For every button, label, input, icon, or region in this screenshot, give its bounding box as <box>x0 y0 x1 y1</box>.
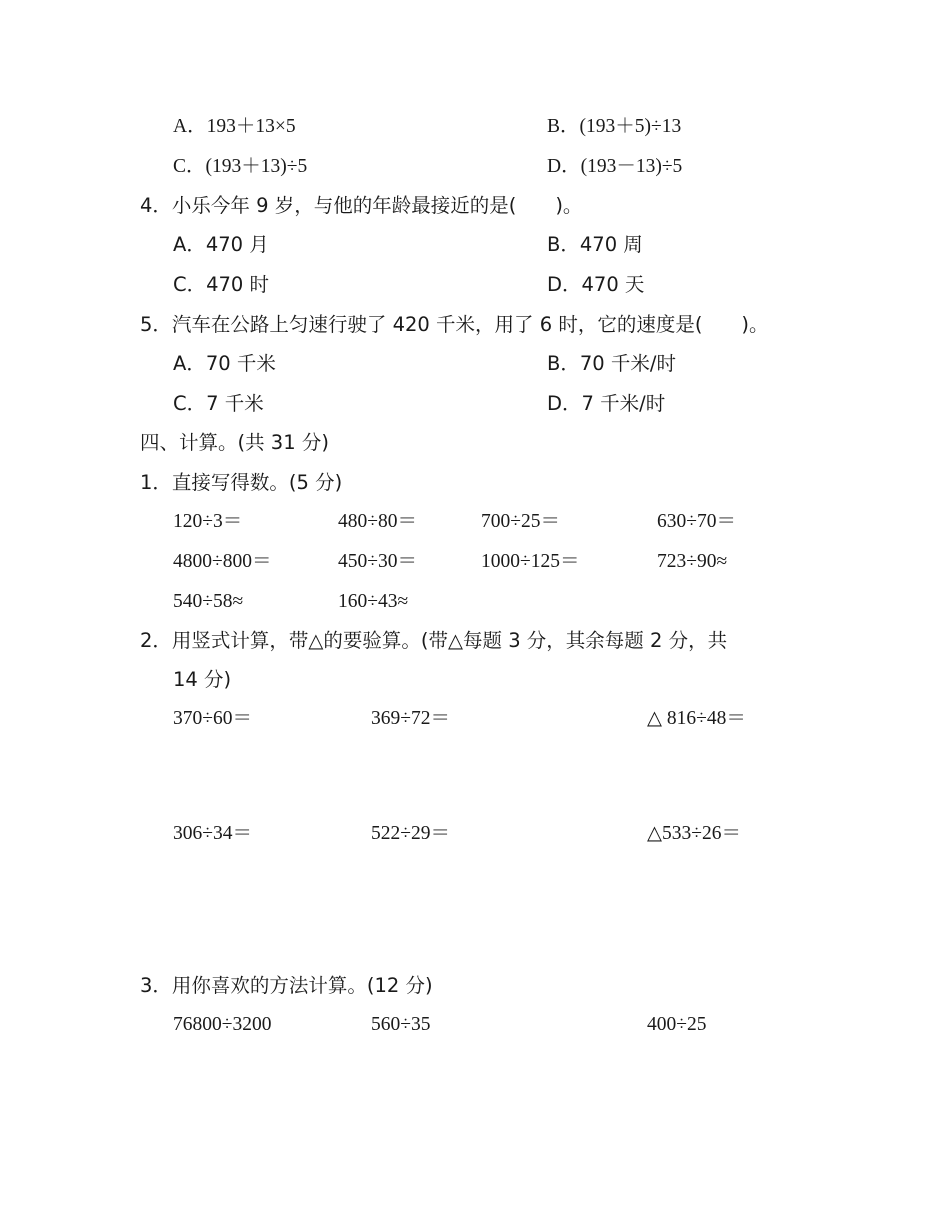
s4-q1-item: 700÷25＝ <box>481 511 560 532</box>
q4-option-a: A．470 月 <box>173 233 269 256</box>
q5-stem: 5．汽车在公路上匀速行驶了 420 千米，用了 6 时，它的速度是( )。 <box>140 313 769 336</box>
s4-q1-stem: 1．直接写得数。(5 分) <box>140 471 343 494</box>
s4-q2-item: △ 816÷48＝ <box>647 708 746 729</box>
s4-q1-item: 1000÷125＝ <box>481 551 580 572</box>
s4-q2-stem-line1: 2．用竖式计算，带△的要验算。(带△每题 3 分，其余每题 2 分，共 <box>140 629 728 652</box>
s4-q3-item: 560÷35 <box>371 1014 431 1035</box>
q5-option-b: B．70 千米/时 <box>547 352 676 375</box>
q4-option-d: D．470 天 <box>547 273 645 296</box>
s4-q1-item: 480÷80＝ <box>338 511 417 532</box>
q3-option-a: A．193＋13×5 <box>173 116 296 137</box>
s4-q3-item: 400÷25 <box>647 1014 707 1035</box>
s4-q2-stem-line2: 14 分) <box>173 668 232 691</box>
s4-q1-item: 4800÷800＝ <box>173 551 272 572</box>
q5-option-a: A．70 千米 <box>173 352 276 375</box>
q4-stem: 4．小乐今年 9 岁，与他的年龄最接近的是( )。 <box>140 194 583 217</box>
section4-title: 四、计算。(共 31 分) <box>140 431 329 454</box>
s4-q1-item: 723÷90≈ <box>657 551 728 572</box>
s4-q2-item: 306÷34＝ <box>173 823 252 844</box>
s4-q2-item: 370÷60＝ <box>173 708 252 729</box>
s4-q1-item: 630÷70＝ <box>657 511 736 532</box>
q5-option-c: C．7 千米 <box>173 392 264 415</box>
s4-q3-stem: 3．用你喜欢的方法计算。(12 分) <box>140 974 433 997</box>
s4-q2-item: 522÷29＝ <box>371 823 450 844</box>
s4-q3-item: 76800÷3200 <box>173 1014 272 1035</box>
q3-option-b: B．(193＋5)÷13 <box>547 116 682 137</box>
q5-option-d: D．7 千米/时 <box>547 392 666 415</box>
q4-option-b: B．470 周 <box>547 233 643 256</box>
s4-q2-item: 369÷72＝ <box>371 708 450 729</box>
q3-option-d: D．(193－13)÷5 <box>547 156 683 177</box>
s4-q1-item: 540÷58≈ <box>173 591 244 612</box>
q4-option-c: C．470 时 <box>173 273 270 296</box>
s4-q1-item: 120÷3＝ <box>173 511 243 532</box>
s4-q1-item: 160÷43≈ <box>338 591 409 612</box>
s4-q1-item: 450÷30＝ <box>338 551 417 572</box>
q3-option-c: C．(193＋13)÷5 <box>173 156 308 177</box>
s4-q2-item: △533÷26＝ <box>647 823 741 844</box>
